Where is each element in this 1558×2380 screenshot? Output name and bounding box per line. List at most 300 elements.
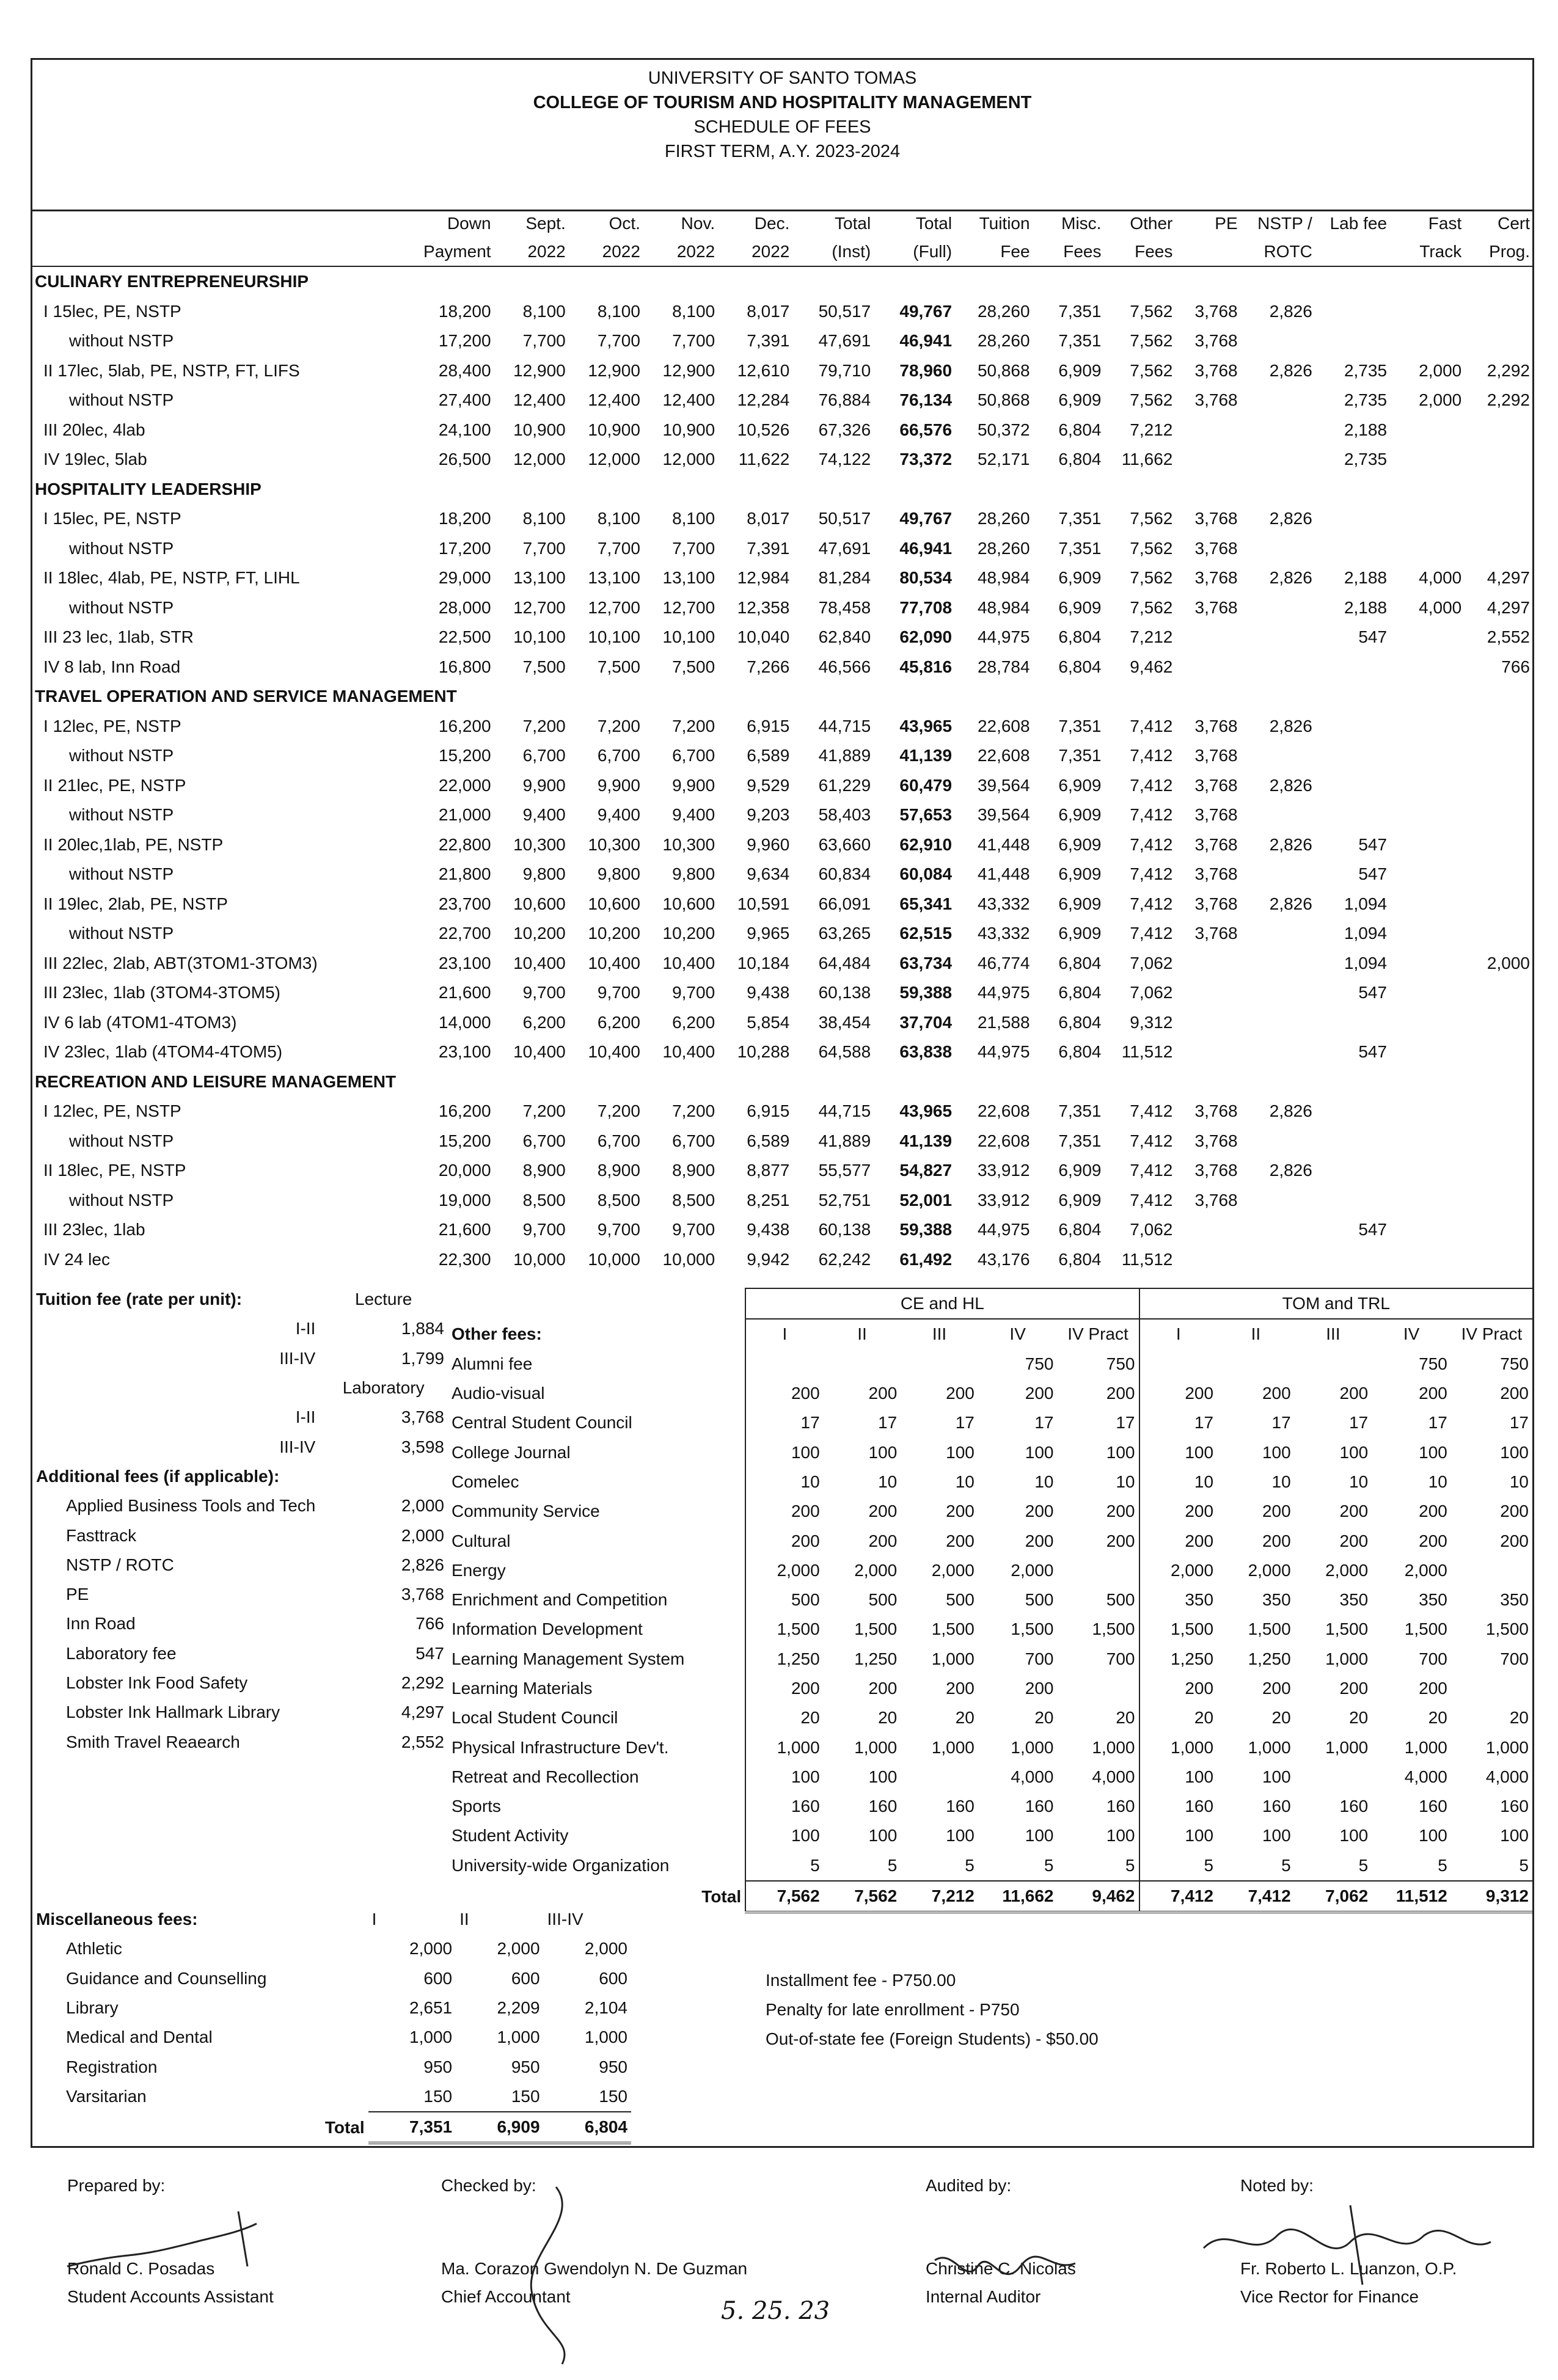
rate-value: 1,799 <box>401 1348 444 1368</box>
table-row <box>32 741 1532 771</box>
note-installment: Installment fee - P750.00 <box>766 1971 956 1990</box>
table-row <box>32 830 1532 860</box>
table-cell: 7,391 <box>747 538 790 558</box>
table-cell: 44,975 <box>977 983 1030 1002</box>
additional-fee-label: Laboratory fee <box>66 1643 177 1663</box>
row-label: III 23lec, 1lab (3TOM4-3TOM5) <box>43 983 280 1002</box>
fee-amount: 17 <box>878 1413 898 1433</box>
table-cell: 12,700 <box>588 597 640 617</box>
note-late-enrollment: Penalty for late enrollment - P750 <box>766 2000 1020 2019</box>
fee-amount: 500 <box>1025 1590 1054 1610</box>
fee-amount: 160 <box>1339 1797 1369 1816</box>
table-row <box>32 800 1532 830</box>
table-cell: 18,200 <box>438 509 491 528</box>
table-cell: 50,372 <box>977 420 1030 439</box>
fee-amount: 5 <box>745 1851 824 1881</box>
document-header <box>32 60 1532 211</box>
fee-amount: 700 <box>1025 1649 1054 1668</box>
program-section-title: HOSPITALITY LEADERSHIP <box>35 479 261 498</box>
table-row <box>32 1215 1532 1245</box>
fee-amount: 160 <box>1262 1797 1291 1816</box>
table-cell: 47,691 <box>818 331 871 351</box>
table-cell: 8,017 <box>747 301 790 321</box>
other-fees-title: Other fees: <box>452 1324 542 1343</box>
table-cell: 60,138 <box>818 1220 871 1239</box>
table-cell: 17,200 <box>438 331 491 351</box>
fee-amount: 100 <box>1262 1442 1291 1462</box>
table-cell <box>1315 800 1389 830</box>
table-cell: 16,200 <box>438 1101 491 1121</box>
table-row <box>32 297 1532 327</box>
table-cell: 6,700 <box>597 746 640 765</box>
table-cell: 23,100 <box>438 953 491 973</box>
column-header-top: Total <box>835 214 871 233</box>
table-cell: 13,100 <box>588 568 640 588</box>
table-cell: 54,827 <box>899 1161 953 1180</box>
additional-fee-label: Smith Travel Reaearch <box>66 1732 240 1751</box>
fee-amount: 4,000 <box>1011 1767 1054 1786</box>
table-cell <box>1240 1008 1315 1038</box>
table-cell: 2,188 <box>1344 420 1388 439</box>
table-cell: 7,351 <box>1058 301 1102 321</box>
table-cell: 10,600 <box>662 894 715 913</box>
fee-amount: 17 <box>1428 1413 1447 1433</box>
table-cell <box>1464 1097 1532 1126</box>
column-header-bottom: 2022 <box>643 238 717 266</box>
fee-amount: 200 <box>868 1502 898 1521</box>
table-cell <box>1464 860 1532 889</box>
table-cell: 10,400 <box>588 1042 640 1062</box>
fee-amount: 100 <box>1339 1442 1369 1462</box>
total-row <box>32 2112 631 2143</box>
table-cell <box>1315 1245 1389 1275</box>
table-cell <box>1240 978 1315 1008</box>
table-cell: 10,400 <box>662 953 715 973</box>
fee-amount: 200 <box>1139 1526 1218 1555</box>
table-cell: 6,909 <box>1058 805 1102 825</box>
fee-amount: 2,000 <box>1404 1560 1447 1580</box>
column-header-top: Lab fee <box>1329 214 1388 233</box>
table-cell: 9,700 <box>597 1220 640 1239</box>
total-amount: 6,804 <box>544 2112 631 2143</box>
audited-label: Audited by: <box>926 2176 1012 2195</box>
table-cell: 6,804 <box>1058 1220 1102 1239</box>
fee-label: College Journal <box>452 1442 571 1462</box>
table-cell: 6,909 <box>1058 894 1102 913</box>
misc-column-header: II <box>459 1910 469 1929</box>
fee-amount: 2,000 <box>1011 1560 1054 1580</box>
total-amount: 7,212 <box>901 1881 978 1912</box>
table-cell: 7,562 <box>1130 568 1173 588</box>
table-cell <box>1315 297 1389 327</box>
fee-amount: 100 <box>745 1437 824 1467</box>
fee-amount: 160 <box>1139 1792 1218 1821</box>
table-cell: 4,000 <box>1419 568 1462 588</box>
table-row <box>448 1467 1532 1497</box>
fee-amount: 1,500 <box>1325 1619 1369 1639</box>
table-row <box>448 1851 1532 1881</box>
fee-amount: 17 <box>955 1413 975 1433</box>
misc-column-header: I <box>371 1910 377 1929</box>
misc-fee-amount: 150 <box>599 2086 627 2106</box>
table-cell: 12,000 <box>513 450 566 469</box>
year-level: I-II <box>295 1407 316 1427</box>
table-cell <box>1315 534 1389 564</box>
subcolumn-header: III <box>1326 1324 1340 1344</box>
fee-amount: 160 <box>1419 1797 1447 1816</box>
fee-amount: 20 <box>878 1708 898 1728</box>
other-fees-grid <box>448 1288 1532 1913</box>
table-cell: 2,188 <box>1344 568 1388 588</box>
table-row <box>32 1245 1532 1275</box>
table-cell: 7,700 <box>522 538 566 558</box>
table-cell: 9,800 <box>672 864 715 884</box>
table-row <box>32 1639 448 1668</box>
table-cell: 41,139 <box>899 1131 953 1150</box>
table-cell: 8,900 <box>522 1161 566 1180</box>
table-cell: 8,100 <box>522 509 566 528</box>
table-cell: 17,200 <box>438 538 491 558</box>
table-cell: 10,400 <box>513 953 566 973</box>
table-cell: 19,000 <box>438 1190 491 1210</box>
table-cell: 9,529 <box>747 775 790 795</box>
table-cell: 7,562 <box>1130 509 1173 528</box>
table-cell <box>1240 385 1315 415</box>
group-header-row <box>448 1288 1532 1319</box>
table-cell: 6,909 <box>1058 924 1102 943</box>
table-cell <box>1464 919 1532 949</box>
table-cell: 28,260 <box>977 331 1030 351</box>
fee-amount: 1,000 <box>1485 1737 1529 1757</box>
table-cell: 7,412 <box>1130 894 1173 913</box>
additional-title: Additional fees (if applicable): <box>36 1466 280 1486</box>
fee-notes <box>766 1966 1099 2054</box>
table-cell: 3,768 <box>1194 360 1238 380</box>
fee-amount <box>1139 1349 1218 1379</box>
table-row <box>448 1674 1532 1703</box>
misc-fee-amount: 1,000 <box>584 2028 627 2047</box>
table-cell <box>1389 622 1464 652</box>
table-cell: 9,700 <box>522 1220 566 1239</box>
table-row <box>32 652 1532 682</box>
table-cell: 7,500 <box>522 657 566 676</box>
table-row <box>32 1403 448 1432</box>
column-header-top: Total <box>915 214 953 233</box>
table-cell: 10,000 <box>588 1249 640 1269</box>
fee-amount: 200 <box>868 1384 898 1403</box>
table-cell: 52,171 <box>977 450 1030 469</box>
table-cell: 46,774 <box>977 953 1030 973</box>
table-cell <box>1464 534 1532 564</box>
lecture-label: Lecture <box>354 1290 412 1309</box>
table-cell: 3,768 <box>1194 1131 1238 1150</box>
table-cell: 6,589 <box>747 1131 790 1150</box>
fee-label: Sports <box>452 1797 501 1816</box>
spacer <box>32 1403 265 1432</box>
table-cell <box>1240 949 1315 979</box>
additional-fee-amount: 2,552 <box>401 1732 444 1751</box>
table-cell <box>1464 415 1532 445</box>
fee-amount: 700 <box>1419 1649 1447 1668</box>
table-cell <box>1175 415 1240 445</box>
total-amount: 11,662 <box>978 1881 1058 1912</box>
noted-name: Fr. Roberto L. Luanzon, O.P. <box>1240 2259 1457 2278</box>
fee-amount: 17 <box>1116 1413 1135 1433</box>
fee-amount: 17 <box>1034 1413 1054 1433</box>
table-cell <box>1389 1245 1464 1275</box>
fee-amount: 1,500 <box>745 1615 824 1644</box>
table-cell: 9,634 <box>747 864 790 884</box>
rate-value: 1,884 <box>401 1319 444 1338</box>
fee-amount: 100 <box>1139 1437 1218 1467</box>
fee-amount: 750 <box>1419 1354 1447 1373</box>
term-label: FIRST TERM, A.Y. 2023-2024 <box>664 142 901 161</box>
table-cell <box>1389 1008 1464 1038</box>
column-header-top: NSTP / <box>1257 214 1312 233</box>
table-cell: 10,400 <box>513 1042 566 1062</box>
fee-amount: 100 <box>1139 1821 1218 1850</box>
table-row <box>32 1462 448 1491</box>
fee-amount: 350 <box>1262 1590 1291 1610</box>
subcolumn-header: IV Pract <box>1067 1324 1128 1344</box>
row-label: without NSTP <box>69 924 174 943</box>
table-cell: 547 <box>1358 627 1388 647</box>
column-header-top: Dec. <box>754 214 790 233</box>
table-cell: 6,909 <box>1058 597 1102 617</box>
table-cell <box>1464 978 1532 1008</box>
subcolumn-header: IV <box>1403 1324 1420 1344</box>
fee-amount: 200 <box>1500 1502 1529 1521</box>
fee-label: University-wide Organization <box>452 1856 670 1875</box>
table-cell: 44,715 <box>818 1101 871 1121</box>
table-cell: 74,122 <box>818 450 871 469</box>
fee-amount: 20 <box>1349 1708 1369 1728</box>
table-row <box>32 949 1532 979</box>
fee-amount: 5 <box>1358 1855 1369 1875</box>
misc-fee-amount: 600 <box>599 1968 627 1988</box>
fee-amount: 2,000 <box>1325 1560 1369 1580</box>
table-cell: 16,800 <box>438 657 491 676</box>
table-cell: 26,500 <box>438 450 491 469</box>
column-header-bottom <box>1315 238 1389 266</box>
year-level: I-II <box>295 1319 316 1338</box>
table-cell: 10,600 <box>588 894 640 913</box>
table-cell: 9,400 <box>597 805 640 825</box>
tuition-table <box>32 1285 448 1757</box>
table-row <box>32 2082 631 2112</box>
fee-amount: 17 <box>1271 1413 1291 1433</box>
misc-fee-label: Registration <box>66 2057 158 2076</box>
spacer <box>265 1285 319 1314</box>
table-cell: 33,912 <box>977 1161 1030 1180</box>
table-cell: 20,000 <box>438 1161 491 1180</box>
fee-amount: 5 <box>1281 1855 1291 1875</box>
additional-fee-amount: 3,768 <box>401 1585 444 1604</box>
table-cell: 3,768 <box>1194 894 1238 913</box>
table-cell: 28,400 <box>438 360 491 380</box>
table-cell: 28,260 <box>977 509 1030 528</box>
fee-amount: 10 <box>1509 1472 1529 1491</box>
table-cell <box>1315 1186 1389 1216</box>
table-cell: 3,768 <box>1194 924 1238 943</box>
program-section-row <box>32 266 1532 297</box>
fee-amount: 20 <box>1428 1708 1447 1728</box>
misc-fee-amount: 950 <box>511 2057 540 2076</box>
table-cell: 63,734 <box>899 953 953 973</box>
table-cell: 10,000 <box>662 1249 715 1269</box>
tuition-and-additional-fees <box>32 1285 448 1757</box>
fee-amount: 100 <box>1262 1826 1291 1845</box>
table-cell: 9,700 <box>597 983 640 1002</box>
total-amount: 9,312 <box>1451 1881 1532 1912</box>
table-cell: 6,804 <box>1058 953 1102 973</box>
table-cell: 3,768 <box>1194 1101 1238 1121</box>
subcolumn-header-row <box>448 1319 1532 1349</box>
fee-amount: 10 <box>1349 1472 1369 1491</box>
row-label: without NSTP <box>69 864 174 884</box>
table-row <box>448 1615 1532 1644</box>
column-header-row-2 <box>32 238 1532 266</box>
table-cell: 9,900 <box>597 775 640 795</box>
misc-fee-amount: 2,000 <box>584 1939 627 1958</box>
table-cell <box>1464 800 1532 830</box>
table-cell <box>1464 830 1532 860</box>
table-row <box>32 1126 1532 1156</box>
fee-schedule-document <box>31 58 1534 2148</box>
table-cell: 63,660 <box>818 834 871 854</box>
column-header-top: PE <box>1215 214 1238 233</box>
fee-amount: 200 <box>1419 1679 1447 1698</box>
fee-label: Learning Management System <box>452 1649 685 1668</box>
table-cell <box>1389 949 1464 979</box>
table-cell: 60,834 <box>818 864 871 884</box>
table-cell: 12,984 <box>737 568 790 588</box>
table-cell: 9,312 <box>1130 1012 1173 1032</box>
fee-amount: 1,250 <box>745 1644 824 1674</box>
table-cell <box>1389 1215 1464 1245</box>
fee-amount: 160 <box>1500 1797 1529 1816</box>
total-label: Total <box>324 2117 365 2137</box>
table-cell: 7,700 <box>672 538 715 558</box>
table-cell: 39,564 <box>977 775 1030 795</box>
table-cell: 50,868 <box>977 390 1030 410</box>
fee-amount: 200 <box>1500 1531 1529 1550</box>
table-cell: 11,622 <box>738 450 790 469</box>
fee-amount <box>824 1349 901 1379</box>
fee-amount: 200 <box>1139 1379 1218 1408</box>
subcolumn-header: II <box>857 1324 867 1344</box>
fee-amount: 500 <box>868 1590 898 1610</box>
table-row <box>32 1993 631 2023</box>
table-cell: 43,332 <box>977 924 1030 943</box>
table-cell: 7,351 <box>1058 1131 1102 1150</box>
table-cell: 12,400 <box>513 390 566 410</box>
university-name: UNIVERSITY OF SANTO TOMAS <box>648 68 917 88</box>
fee-amount: 100 <box>868 1767 898 1786</box>
table-cell: 12,900 <box>588 360 640 380</box>
fee-amount: 350 <box>1419 1590 1447 1610</box>
table-cell: 2,826 <box>1269 301 1312 321</box>
fee-amount: 4,000 <box>1092 1767 1135 1786</box>
fee-amount: 5 <box>1139 1851 1218 1881</box>
table-cell: 547 <box>1358 834 1388 854</box>
table-cell: 2,000 <box>1419 360 1462 380</box>
table-cell: 12,284 <box>737 390 790 410</box>
table-row <box>448 1792 1532 1821</box>
fee-label: Enrichment and Competition <box>452 1590 668 1610</box>
table-cell <box>1464 445 1532 475</box>
table-cell: 6,804 <box>1058 657 1102 676</box>
table-cell: 7,351 <box>1058 1101 1102 1121</box>
table-cell: 41,139 <box>899 746 953 765</box>
program-section-title: TRAVEL OPERATION AND SERVICE MANAGEMENT <box>35 687 457 706</box>
program-section-title: CULINARY ENTREPRENEURSHIP <box>35 272 309 291</box>
table-cell: 61,492 <box>899 1249 953 1269</box>
table-cell: 3,768 <box>1194 1190 1238 1210</box>
fee-label: Alumni fee <box>452 1354 533 1373</box>
fee-amount: 1,000 <box>1325 1649 1369 1668</box>
table-cell: 2,826 <box>1269 1161 1312 1180</box>
table-row <box>32 860 1532 889</box>
table-cell: 8,100 <box>672 301 715 321</box>
table-cell: 7,412 <box>1130 805 1173 825</box>
total-amount: 7,351 <box>368 2112 456 2143</box>
table-row <box>32 356 1532 386</box>
table-row <box>448 1585 1532 1615</box>
table-cell: 9,700 <box>672 983 715 1002</box>
table-cell <box>1389 860 1464 889</box>
fee-amount: 1,000 <box>1404 1737 1447 1757</box>
misc-fee-amount: 2,000 <box>497 1939 540 1958</box>
table-row <box>32 622 1532 652</box>
table-cell: 81,284 <box>818 568 871 588</box>
table-cell: 28,784 <box>977 657 1030 676</box>
table-row <box>32 1432 448 1461</box>
fee-amount: 750 <box>1500 1354 1529 1373</box>
additional-fee-amount: 2,000 <box>401 1525 444 1545</box>
row-label: II 20lec,1lab, PE, NSTP <box>43 834 224 854</box>
fee-amount <box>1451 1556 1532 1585</box>
fee-amount: 5 <box>1438 1855 1447 1875</box>
row-label: without NSTP <box>69 331 174 351</box>
table-cell: 2,000 <box>1419 390 1462 410</box>
table-cell: 10,900 <box>588 420 640 439</box>
column-header-bottom: 2022 <box>568 238 643 266</box>
table-row <box>32 593 1532 623</box>
table-row <box>32 1186 1532 1216</box>
table-cell: 4,000 <box>1419 597 1462 617</box>
table-cell: 66,091 <box>818 894 871 913</box>
table-cell: 76,884 <box>818 390 871 410</box>
additional-fee-amount: 4,297 <box>401 1703 444 1722</box>
table-row <box>448 1526 1532 1555</box>
table-row <box>32 712 1532 742</box>
fee-amount: 1,000 <box>931 1649 975 1668</box>
table-cell: 8,877 <box>747 1161 790 1180</box>
fee-amount: 10 <box>1271 1472 1291 1491</box>
table-row <box>448 1379 1532 1408</box>
table-cell <box>1464 741 1532 771</box>
misc-fee-amount: 950 <box>599 2057 627 2076</box>
misc-fee-amount: 2,000 <box>409 1939 453 1958</box>
table-cell: 6,200 <box>672 1012 715 1032</box>
fee-amount: 350 <box>1339 1590 1369 1610</box>
table-cell: 9,942 <box>747 1249 790 1269</box>
misc-fee-label: Varsitarian <box>66 2087 147 2106</box>
column-header-bottom: Prog. <box>1464 238 1532 266</box>
fee-amount <box>1057 1674 1139 1703</box>
fee-amount: 200 <box>1262 1679 1291 1698</box>
